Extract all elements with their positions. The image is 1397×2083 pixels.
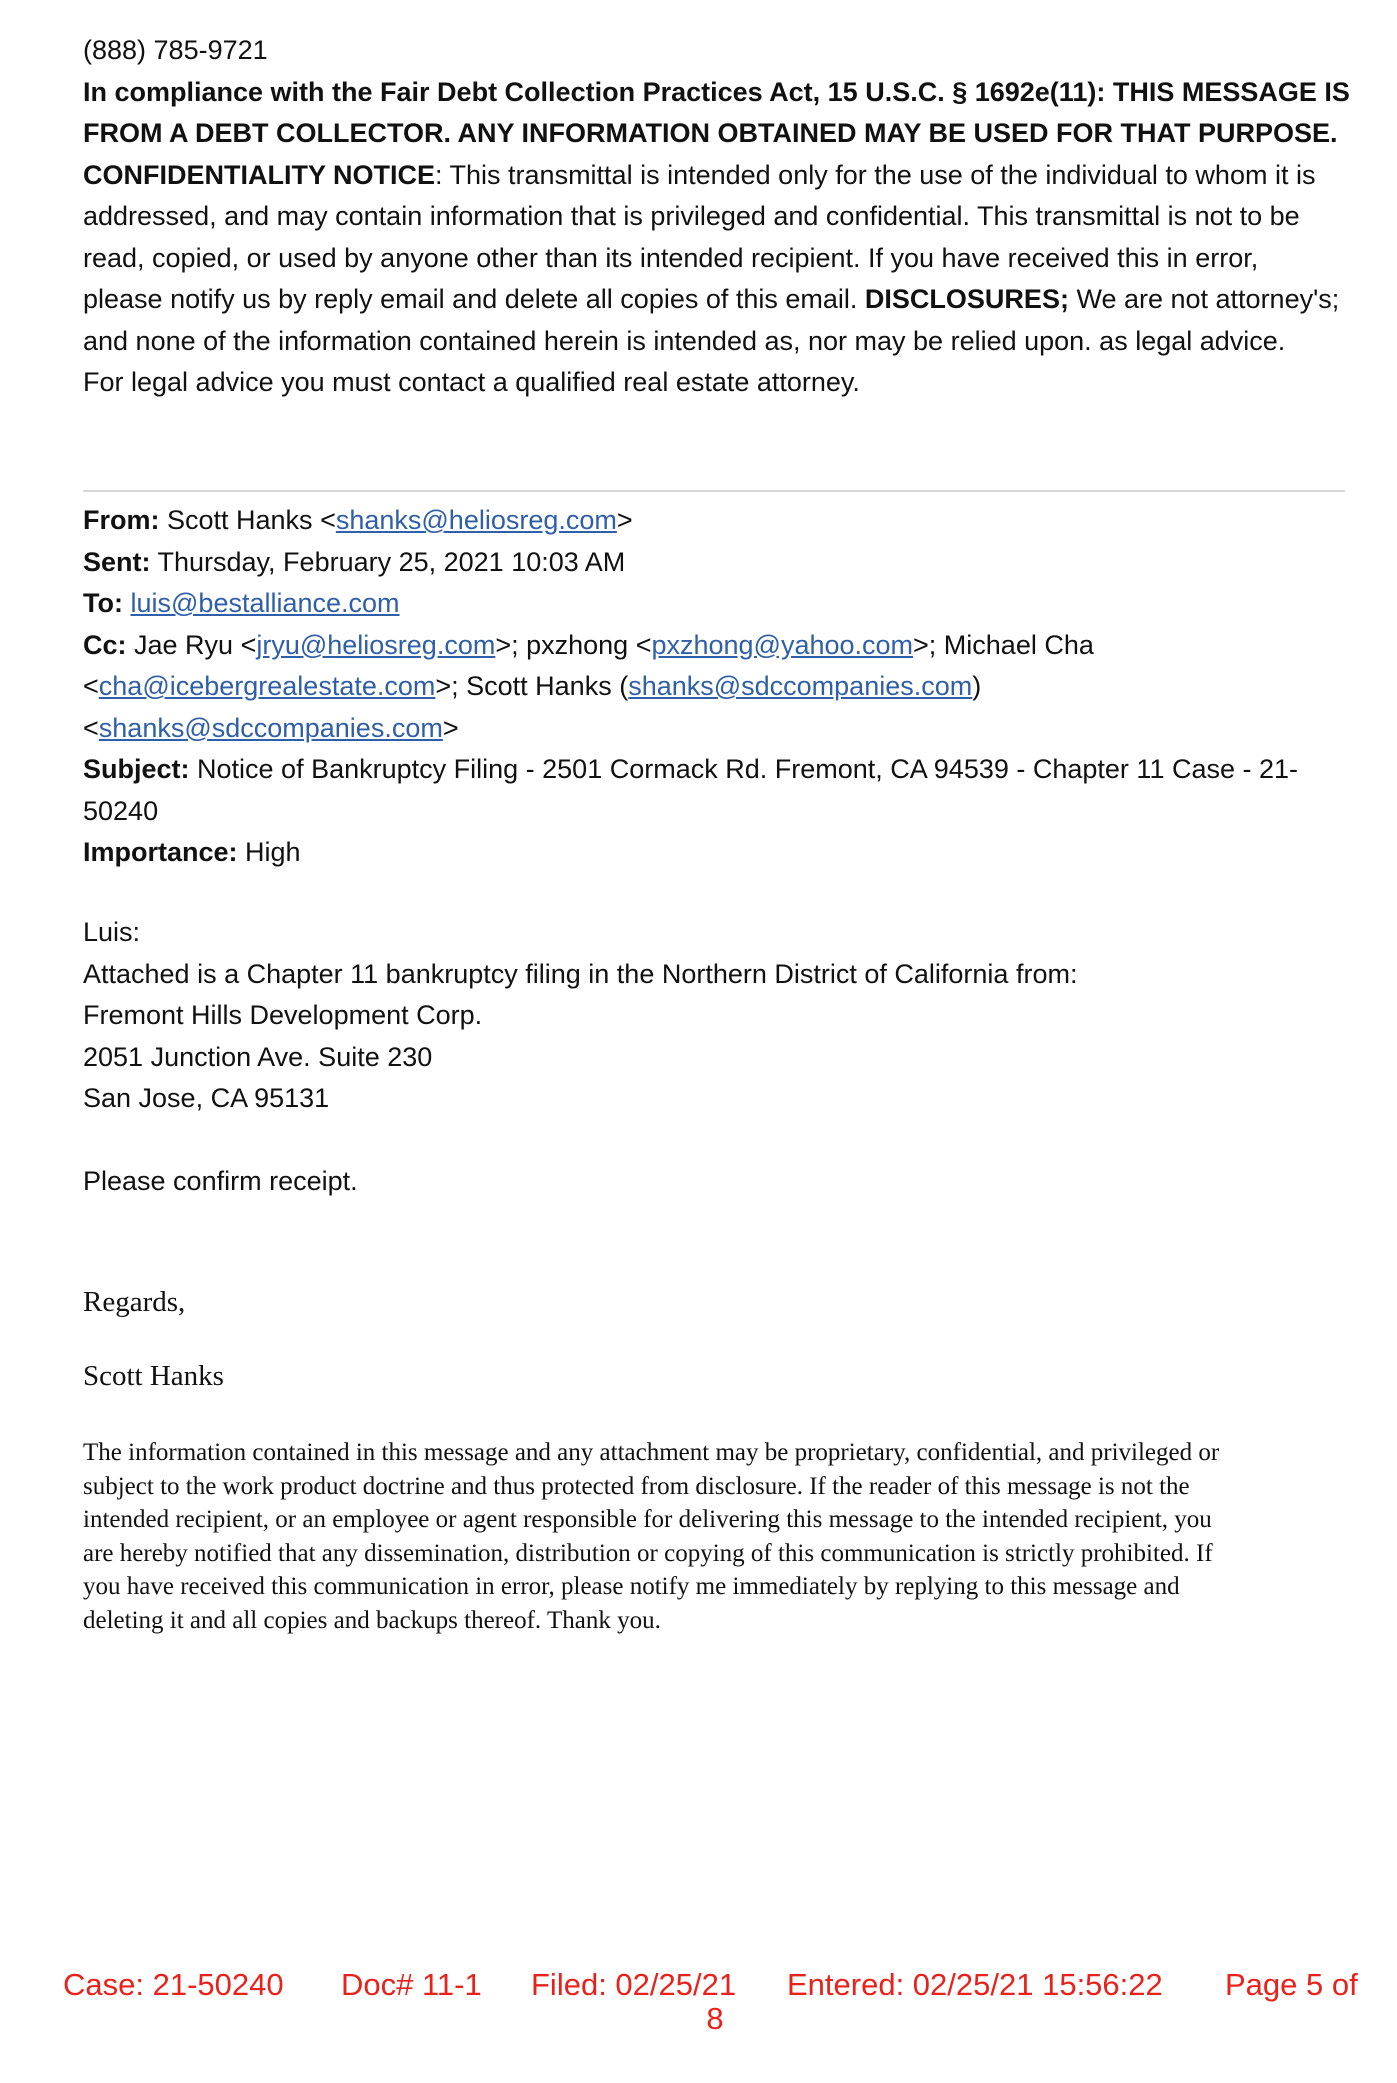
cc-email-link-shanks-1[interactable]: shanks@sdccompanies.com — [628, 671, 973, 701]
cc-email-link-shanks-2[interactable]: shanks@sdccompanies.com — [98, 712, 443, 743]
from-email-link[interactable]: shanks@heliosreg.com — [335, 505, 617, 535]
disclaimer-line-3: intended recipient, or an employee or agent responsible for delivering this message to the intended recipient, you — [83, 1506, 1212, 1533]
subject-row-2: 50240 — [83, 795, 159, 826]
disclaimer-line-1: The information contained in this message and any attachment may be proprietary, confidential, and privileged or — [83, 1439, 1220, 1466]
cc-row-2: <cha@icebergrealestate.com>; Scott Hanks (shanks@sdccompanies.com) — [83, 671, 982, 701]
stamp-page: Page 5 of — [1225, 1967, 1358, 2002]
confidentiality-label: CONFIDENTIALITY NOTICE — [83, 159, 436, 190]
cc-row-3: <shanks@sdccompanies.com> — [83, 712, 459, 743]
header-divider — [83, 490, 1345, 492]
to-row: To: luis@bestalliance.com — [83, 588, 400, 618]
body-line-1: Attached is a Chapter 11 bankruptcy filing in the Northern District of California from: — [83, 958, 1078, 989]
cc-email-link-pxzhong[interactable]: pxzhong@yahoo.com — [651, 629, 914, 660]
sent-row: Sent: Thursday, February 25, 2021 10:03 AM — [83, 546, 626, 577]
confidentiality-text: : This transmittal is intended only for the use of the individual to whom it is addressed, and may contain information that is privileged and confidential. This transmittal is not to be read, copied, or used by anyone other than its intended recipient. If you have received this in error, please notify us by reply email and delete all copies of this email. — [83, 159, 1316, 314]
phone-number: (888) 785-9721 — [83, 35, 268, 65]
legal-advice-line: For legal advice you must contact a qualified real estate attorney. — [83, 367, 860, 397]
email-body — [83, 912, 1345, 1203]
cc-email-link-jryu[interactable]: jryu@heliosreg.com — [256, 629, 496, 660]
email-disclaimer — [83, 1436, 1345, 1637]
confidentiality-notice — [83, 155, 1345, 363]
signature-name: Scott Hanks — [83, 1360, 224, 1392]
greeting: Luis: — [83, 917, 141, 947]
top-notice-block — [83, 30, 1350, 404]
fdcpa-notice-line-1: In compliance with the Fair Debt Collection Practices Act, 15 U.S.C. § 1692e(11): THIS MESSAGE IS — [83, 76, 1350, 107]
stamp-entered: Entered: 02/25/21 15:56:22 — [787, 1967, 1163, 2002]
cc-row: Cc: Jae Ryu <jryu@heliosreg.com>; pxzhong <pxzhong@yahoo.com>; Michael Cha — [83, 629, 1094, 660]
fdcpa-notice-line-2: FROM A DEBT COLLECTOR. ANY INFORMATION OBTAINED MAY BE USED FOR THAT PURPOSE. — [83, 118, 1338, 148]
cc-email-link-cha[interactable]: cha@icebergrealestate.com — [98, 671, 436, 701]
stamp-case: Case: 21-50240 — [63, 1967, 284, 2002]
to-email-link[interactable]: luis@bestalliance.com — [130, 588, 400, 618]
importance-row: Importance: High — [83, 837, 301, 867]
disclaimer-line-6: deleting it and all copies and backups thereof. Thank you. — [83, 1606, 661, 1634]
body-line-2: Fremont Hills Development Corp. — [83, 1000, 483, 1030]
body-spacer — [83, 1120, 1345, 1162]
disclosures-text: We are not attorney's; and none of the information contained herein is intended as, nor may be relied upon. as legal advice. — [83, 284, 1340, 356]
email-header — [83, 500, 1345, 874]
from-row: From: Scott Hanks <shanks@heliosreg.com> — [83, 505, 633, 535]
stamp-row — [63, 1968, 1383, 2002]
signature-regards: Regards, — [83, 1286, 186, 1318]
confirm-receipt: Please confirm receipt. — [83, 1166, 358, 1196]
subject-row: Subject: Notice of Bankruptcy Filing - 2501 Cormack Rd. Fremont, CA 94539 - Chapter 11 Case - 21- — [83, 754, 1299, 784]
disclaimer-line-5: you have received this communication in error, please notify me immediately by replying to this message and — [83, 1573, 1180, 1600]
stamp-filed: Filed: 02/25/21 — [531, 1967, 737, 2002]
stamp-doc: Doc# 11-1 — [341, 1967, 482, 2002]
stamp-page-total: 8 — [706, 2001, 724, 2036]
disclaimer-line-4: are hereby notified that any dissemination, distribution or copying of this communication is strictly prohibited. If — [83, 1539, 1213, 1567]
body-line-4: San Jose, CA 95131 — [83, 1083, 330, 1113]
disclosures-label: DISCLOSURES; — [864, 284, 1069, 314]
body-line-3: 2051 Junction Ave. Suite 230 — [83, 1041, 433, 1072]
disclaimer-line-2: subject to the work product doctrine and thus protected from disclosure. If the reader of this message is not the — [83, 1472, 1190, 1500]
